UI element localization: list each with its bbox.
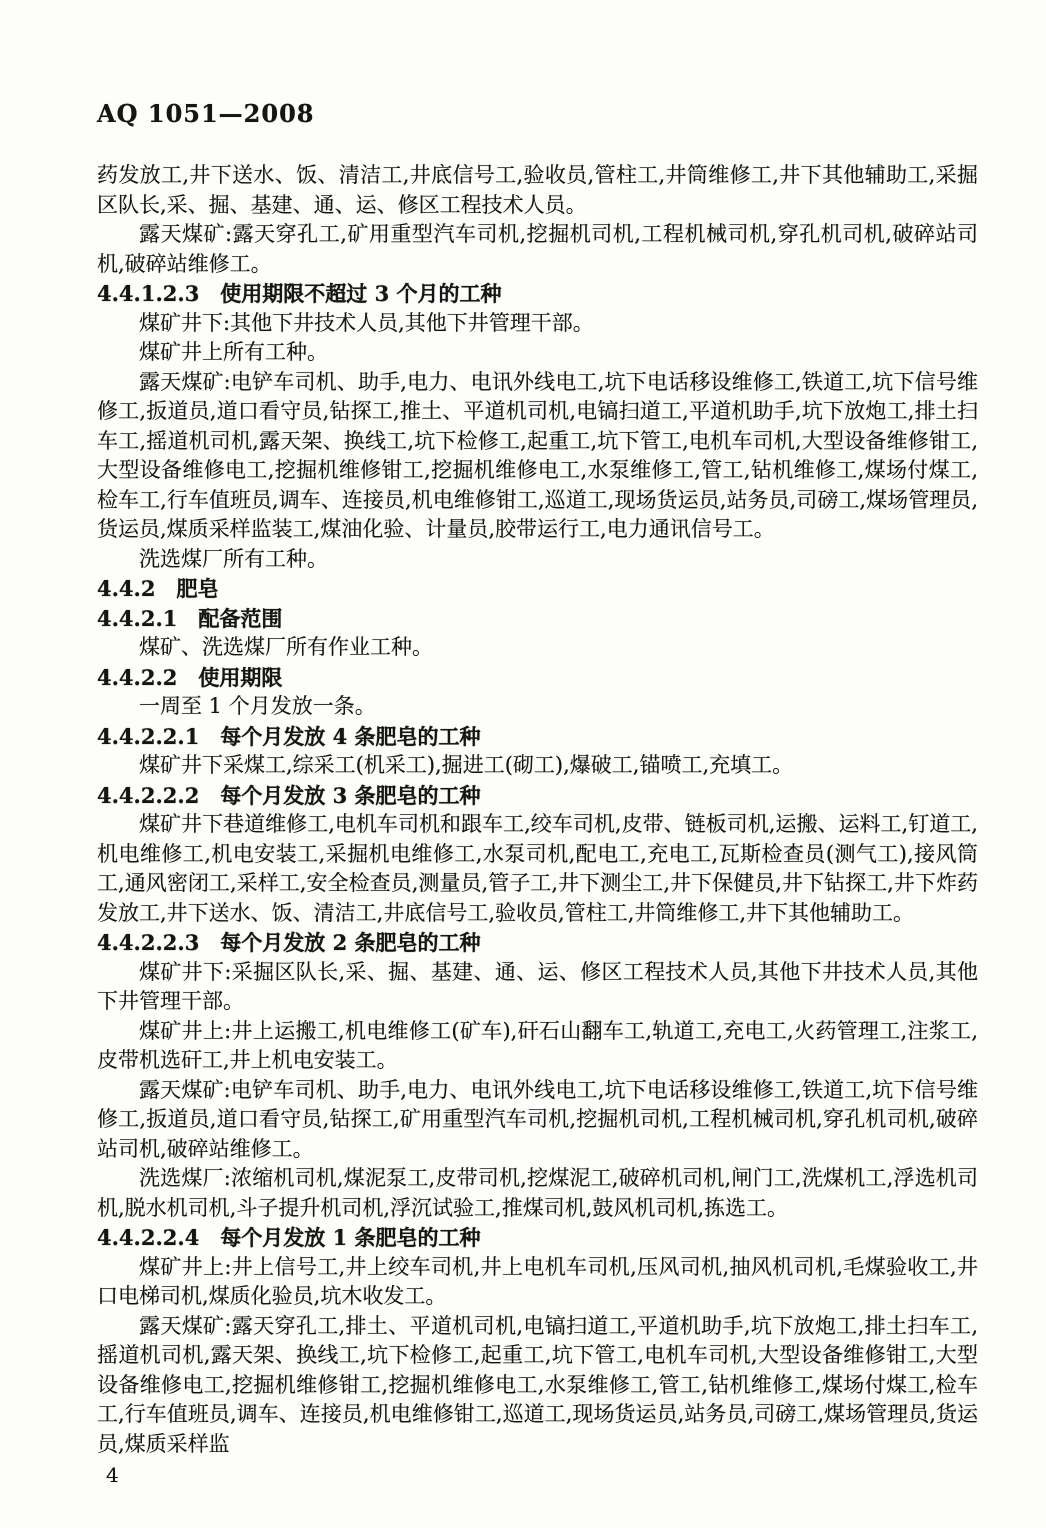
- paragraph-one-bar-open-pit: 露天煤矿:露天穿孔工,排土、平道机司机,电镐扫道工,平道机助手,坑下放炮工,排土扫车工,摇道机司机,露天架、换线工,坑下检修工,起重工,坑下管工,电机车司机,大型设备维修钳工,大型设备维修电工,挖掘机维修钳工,挖掘机维修电工,水泵维修工,管工,钻机维修工,煤场付煤工,检车工,行车值班员,调车、连接员,机电维修钳工,巡道工,现场货运员,站务员,司磅工,煤场管理员,货运员,煤质采样监: [97, 1313, 978, 1456]
- paragraph-washery-all-jobs: 洗选煤厂所有工种。: [139, 546, 328, 571]
- heading-4-4-2-2-2-three-bars: 4.4.2.2.2 每个月发放 3 条肥皂的工种: [97, 782, 481, 808]
- paragraph-two-bars-surface: 煤矿井上:井上运搬工,机电维修工(矿车),矸石山翻车工,轨道工,充电工,火药管理工,注浆工,皮带机选矸工,井上机电安装工。: [97, 1018, 978, 1072]
- paragraph-two-bars-underground: 煤矿井下:采掘区队长,采、掘、基建、通、运、修区工程技术人员,其他下井技术人员,其他下井管理干部。: [97, 959, 978, 1013]
- heading-4-4-2-1-scope: 4.4.2.1 配备范围: [97, 605, 283, 631]
- standard-code: AQ 1051—2008: [97, 99, 315, 128]
- heading-4-4-2-soap: 4.4.2 肥皂: [97, 576, 219, 601]
- heading-4-4-2-2-term: 4.4.2.2 使用期限: [97, 664, 283, 690]
- page-number: 4: [106, 1463, 119, 1487]
- paragraph-scope: 煤矿、洗选煤厂所有作业工种。: [139, 635, 433, 659]
- body-text: [97, 161, 978, 1459]
- heading-4-4-2-2-1-four-bars: 4.4.2.2.1 每个月发放 4 条肥皂的工种: [97, 723, 481, 749]
- paragraph-underground: 煤矿井下:其他下井技术人员,其他下井管理干部。: [139, 310, 594, 335]
- paragraph-surface-all-jobs: 煤矿井上所有工种。: [139, 340, 328, 364]
- paragraph-two-bars-washery: 洗选煤厂:浓缩机司机,煤泥泵工,皮带司机,挖煤泥工,破碎机司机,闸门工,洗煤机工,浮选机司机,脱水机司机,斗子提升机司机,浮沉试验工,推煤司机,鼓风机司机,拣选工。: [97, 1166, 978, 1220]
- paragraph-four-bars-jobs: 煤矿井下采煤工,综采工(机采工),掘进工(砌工),爆破工,锚喷工,充填工。: [139, 753, 794, 777]
- paragraph-open-pit-mine: 露天煤矿:露天穿孔工,矿用重型汽车司机,挖掘机司机,工程机械司机,穿孔机司机,破碎站司机,破碎站维修工。: [97, 222, 978, 276]
- paragraph-term: 一周至 1 个月发放一条。: [139, 694, 376, 718]
- paragraph-continuation: 药发放工,井下送水、饭、清洁工,井底信号工,验收员,管柱工,井筒维修工,井下其他辅助工,采掘区队长,采、掘、基建、通、运、修区工程技术人员。: [97, 163, 978, 217]
- paragraph-one-bar-surface: 煤矿井上:井上信号工,井上绞车司机,井上电机车司机,压风司机,抽风机司机,毛煤验收工,井口电梯司机,煤质化验员,坑木收发工。: [97, 1254, 978, 1308]
- paragraph-three-bars-jobs: 煤矿井下巷道维修工,电机车司机和跟车工,绞车司机,皮带、链板司机,运搬、运料工,钉道工,机电维修工,机电安装工,采掘机电维修工,水泵司机,配电工,充电工,瓦斯检查员(测气工),接风筒工,通风密闭工,采样工,安全检查员,测量员,管子工,井下测尘工,井下保健员,井下钻探工,井下炸药发放工,井下送水、饭、清洁工,井底信号工,验收员,管柱工,井筒维修工,井下其他辅助工。: [97, 812, 978, 925]
- page-content: [97, 98, 978, 1491]
- paragraph-two-bars-open-pit: 露天煤矿:电铲车司机、助手,电力、电讯外线电工,坑下电话移设维修工,铁道工,坑下信号维修工,扳道员,道口看守员,钻探工,矿用重型汽车司机,挖掘机司机,工程机械司机,穿孔机司机,破碎站司机,破碎站维修工。: [97, 1077, 978, 1161]
- heading-4-4-1-2-3: 4.4.1.2.3 使用期限不超过 3 个月的工种: [97, 281, 502, 306]
- paragraph-open-pit-list: 露天煤矿:电铲车司机、助手,电力、电讯外线电工,坑下电话移设维修工,铁道工,坑下信号维修工,扳道员,道口看守员,钻探工,推土、平道机司机,电镐扫道工,平道机助手,坑下放炮工,排土扫车工,摇道机司机,露天架、换线工,坑下检修工,起重工,坑下管工,电机车司机,大型设备维修钳工,大型设备维修电工,挖掘机维修钳工,挖掘机维修电工,水泵维修工,管工,钻机维修工,煤场付煤工,检车工,行车值班员,调车、连接员,机电维修钳工,巡道工,现场货运员,站务员,司磅工,煤场管理员,货运员,煤质采样监装工,煤油化验、计量员,胶带运行工,电力通讯信号工。: [97, 369, 978, 541]
- heading-4-4-2-2-3-two-bars: 4.4.2.2.3 每个月发放 2 条肥皂的工种: [97, 930, 481, 955]
- heading-4-4-2-2-4-one-bar: 4.4.2.2.4 每个月发放 1 条肥皂的工种: [97, 1225, 481, 1250]
